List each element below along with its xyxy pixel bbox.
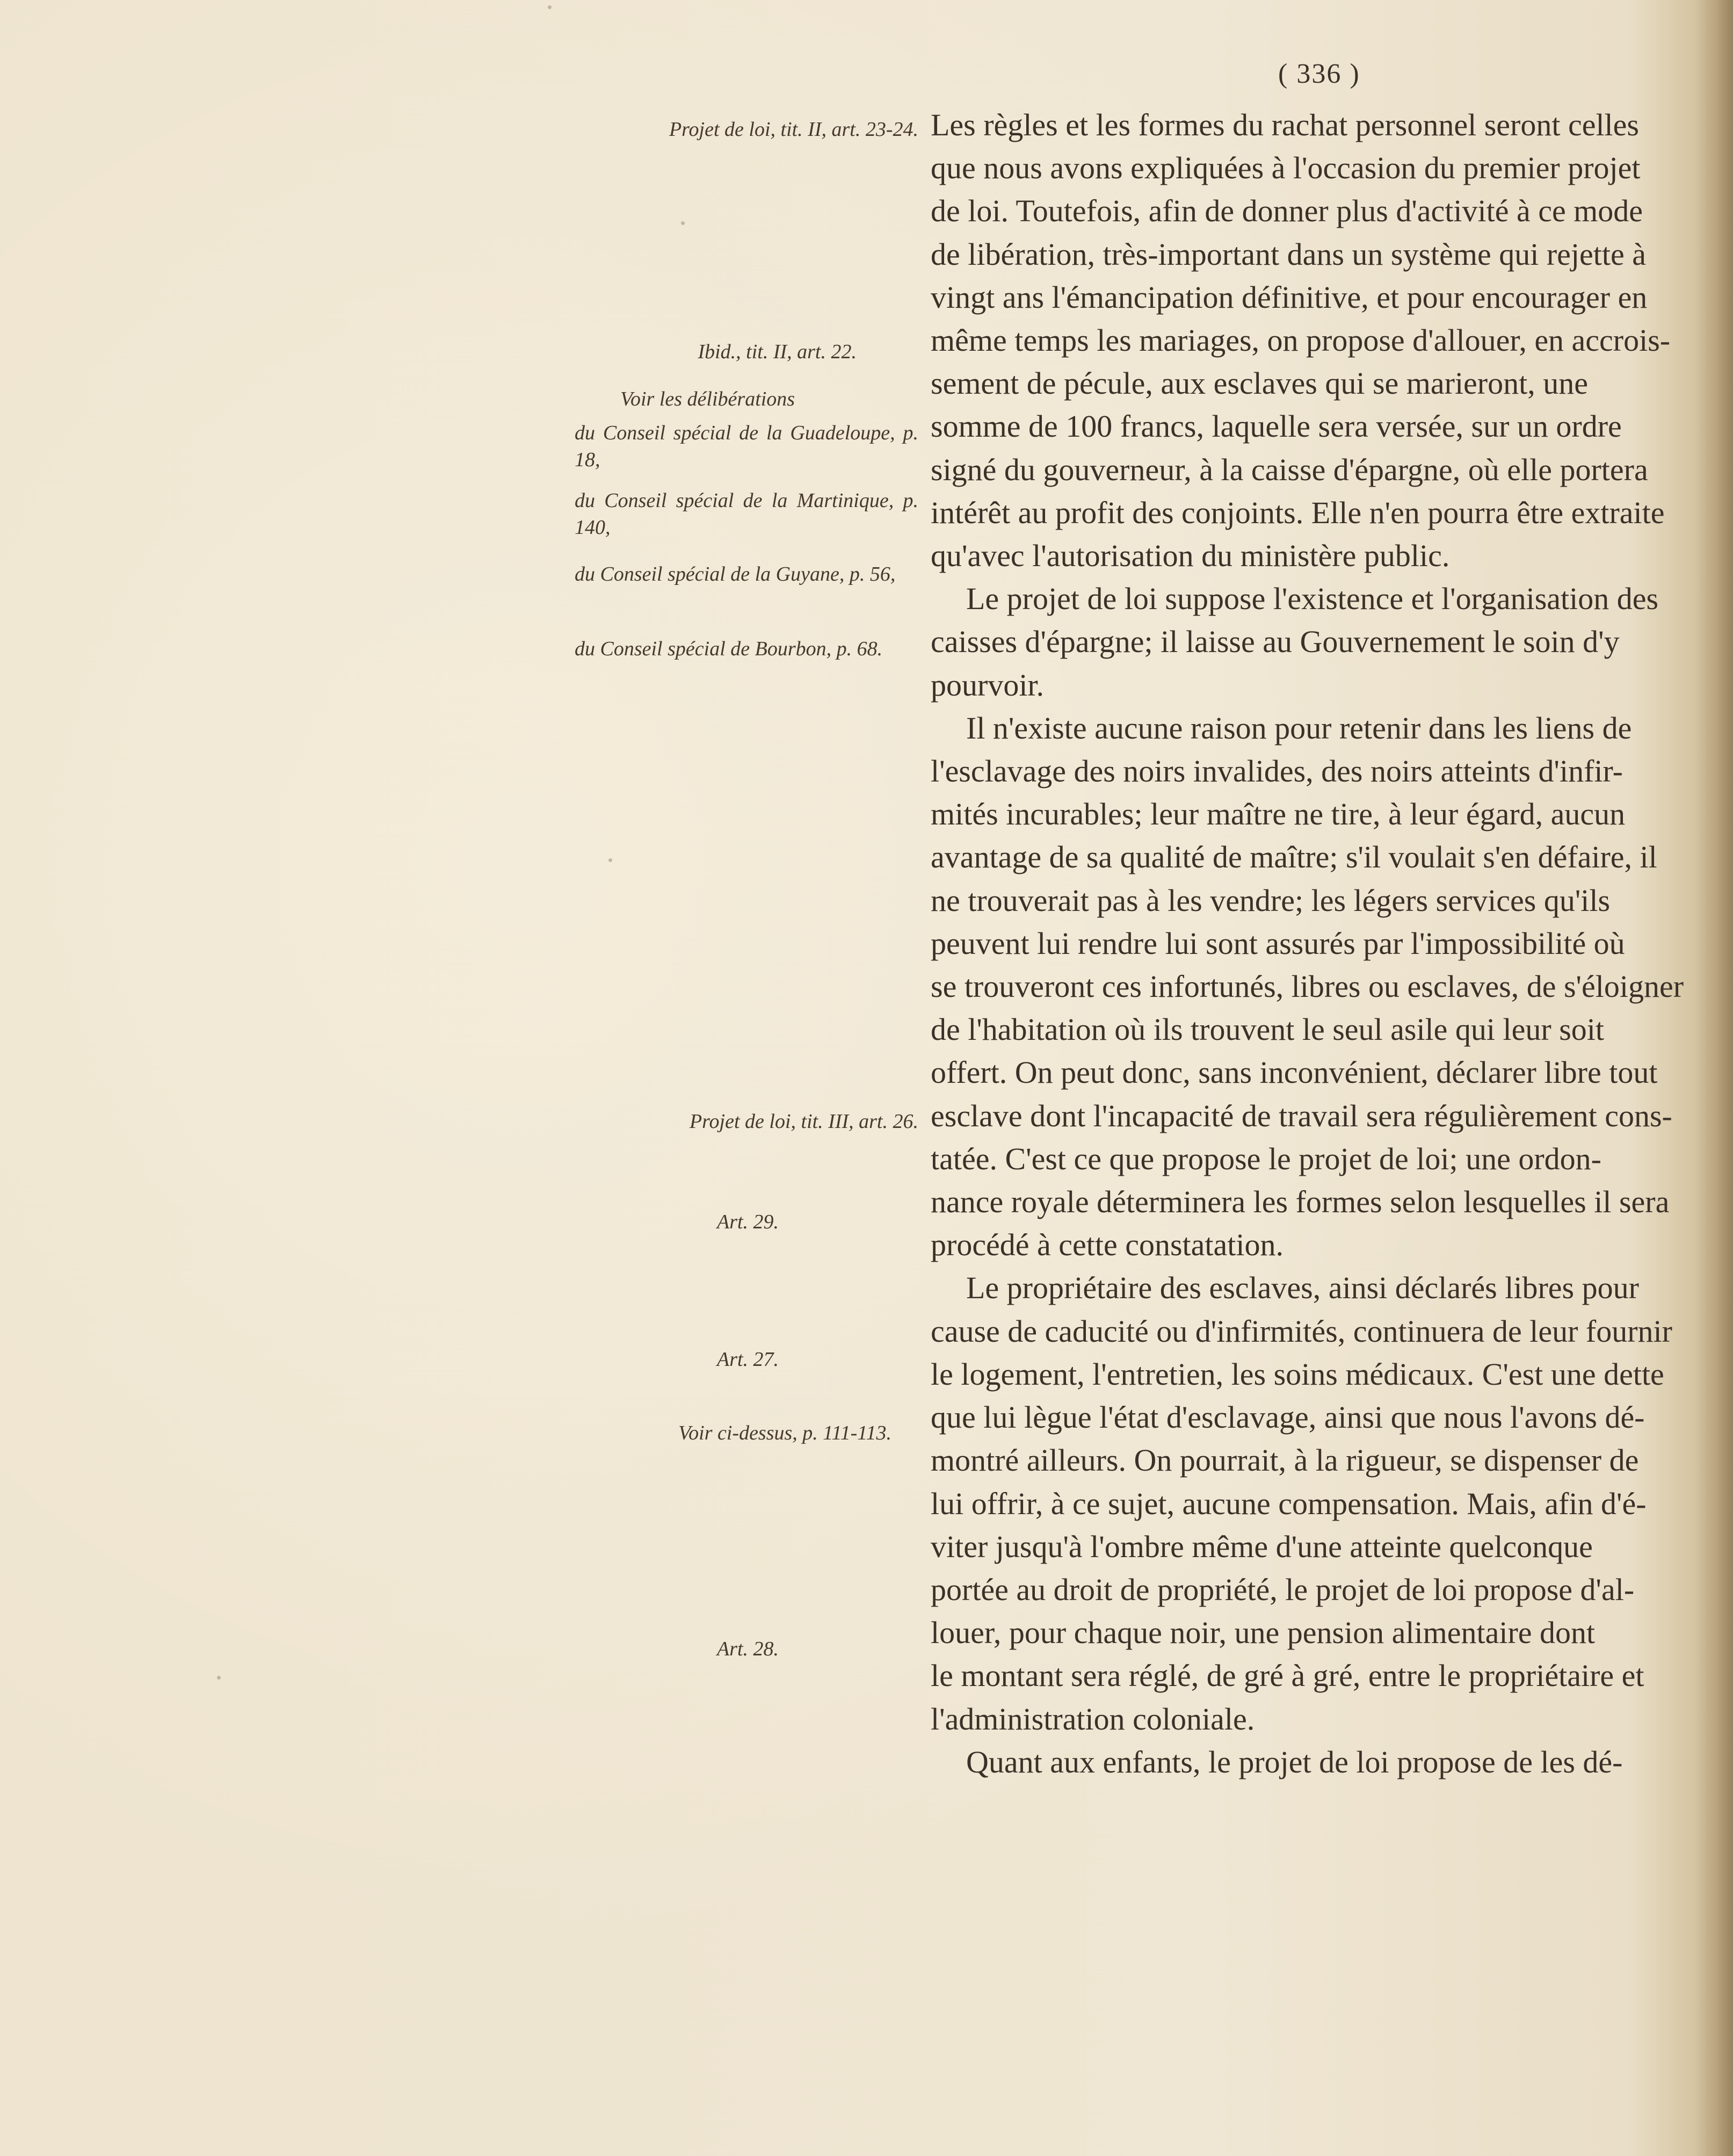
paragraph — [931, 1267, 1716, 1740]
margin-note: du Conseil spécial de la Guyane, p. 56, — [575, 563, 896, 585]
text-line: Les règles et les formes du rachat personnel seront celles — [931, 107, 1639, 142]
margin-note: Voir les délibérations — [620, 388, 795, 410]
text-line: le logement, l'entretien, les soins médicaux. C'est une dette — [931, 1356, 1664, 1392]
text-line: caisses d'épargne; il laisse au Gouvernement le soin d'y — [931, 624, 1620, 660]
text-line: procédé à cette constatation. — [931, 1227, 1284, 1263]
paper-speck — [217, 1676, 221, 1680]
paragraph — [931, 577, 1716, 707]
text-line: portée au droit de propriété, le projet de loi propose d'al- — [931, 1572, 1635, 1607]
text-line: que nous avons expliquées à l'occasion du premier projet — [931, 150, 1641, 186]
text-line: de libération, très-important dans un système qui rejette à — [931, 236, 1646, 272]
margin-note: Art. 27. — [717, 1348, 779, 1371]
text-line: l'administration coloniale. — [931, 1701, 1255, 1737]
text-line: Le propriétaire des esclaves, ainsi déclarés libres pour — [966, 1270, 1639, 1306]
text-line: ne trouverait pas à les vendre; les légers services qu'ils — [931, 882, 1611, 918]
text-line: de loi. Toutefois, afin de donner plus d'activité à ce mode — [931, 193, 1643, 229]
text-line: peuvent lui rendre lui sont assurés par l'impossibilité où — [931, 925, 1625, 961]
text-line: l'esclavage des noirs invalides, des noirs atteints d'infir- — [931, 754, 1623, 789]
margin-note: du Conseil spécial de Bourbon, p. 68. — [575, 638, 883, 660]
text-line: avantage de sa qualité de maître; s'il voulait s'en défaire, il — [931, 840, 1657, 875]
paper-speck — [548, 5, 552, 9]
paragraph — [931, 104, 1716, 577]
margin-note: Art. 29. — [717, 1211, 779, 1233]
text-line: cause de caducité ou d'infirmités, continuera de leur fournir — [931, 1313, 1672, 1349]
text-line: sement de pécule, aux esclaves qui se marieront, une — [931, 366, 1588, 401]
text-line: se trouveront ces infortunés, libres ou esclaves, de s'éloigner — [931, 969, 1684, 1004]
text-line: viter jusqu'à l'ombre même d'une atteinte quelconque — [931, 1529, 1593, 1564]
text-line: qu'avec l'autorisation du ministère public. — [931, 538, 1450, 574]
text-line: vingt ans l'émancipation définitive, et pour encourager en — [931, 279, 1648, 315]
text-line: pourvoir. — [931, 667, 1045, 703]
text-line: mités incurables; leur maître ne tire, à leur égard, aucun — [931, 797, 1626, 832]
margin-note: du Conseil spécial de la Guadeloupe, p. 18, — [575, 422, 918, 471]
paper-speck — [681, 221, 685, 225]
text-line: louer, pour chaque noir, une pension alimentaire dont — [931, 1615, 1596, 1651]
text-line: lui offrir, à ce sujet, aucune compensation. Mais, afin d'é- — [931, 1486, 1647, 1521]
body-text — [931, 104, 1716, 1784]
text-line: somme de 100 francs, laquelle sera versée, sur un ordre — [931, 409, 1622, 444]
page-number: ( 336 ) — [1278, 59, 1360, 89]
text-line: offert. On peut donc, sans inconvénient, déclarer libre tout — [931, 1055, 1658, 1090]
margin-note: Voir ci-dessus, p. 111-113. — [678, 1422, 891, 1444]
text-line: même temps les mariages, on propose d'allouer, en accrois- — [931, 323, 1671, 358]
text-line: que lui lègue l'état d'esclavage, ainsi que nous l'avons dé- — [931, 1400, 1645, 1435]
text-line: intérêt au profit des conjoints. Elle n'en pourra être extraite — [931, 495, 1665, 530]
text-line: nance royale déterminera les formes selon lesquelles il sera — [931, 1184, 1670, 1220]
text-line: signé du gouverneur, à la caisse d'épargne, où elle portera — [931, 452, 1648, 487]
text-line: tatée. C'est ce que propose le projet de loi; une ordon- — [931, 1141, 1601, 1176]
text-line: Quant aux enfants, le projet de loi propose de les dé- — [966, 1744, 1623, 1779]
text-line: le montant sera réglé, de gré à gré, entre le propriétaire et — [931, 1658, 1644, 1694]
text-line: esclave dont l'incapacité de travail sera régulièrement cons- — [931, 1098, 1672, 1133]
margin-note: du Conseil spécial de la Martinique, p. 140, — [575, 489, 918, 539]
text-line: Le projet de loi suppose l'existence et l'organisation des — [966, 581, 1659, 617]
text-line: Il n'existe aucune raison pour retenir dans les liens de — [966, 710, 1632, 746]
margin-note: Projet de loi, tit. III, art. 26. — [689, 1110, 918, 1133]
margin-note: Art. 28. — [717, 1638, 779, 1660]
paragraph — [931, 1741, 1716, 1784]
paragraph — [931, 707, 1716, 1267]
margin-note: Projet de loi, tit. II, art. 23-24. — [669, 118, 918, 141]
text-line: montré ailleurs. On pourrait, à la rigueur, se dispenser de — [931, 1443, 1639, 1478]
paper-speck — [608, 858, 612, 862]
margin-note: Ibid., tit. II, art. 22. — [698, 341, 857, 363]
text-line: de l'habitation où ils trouvent le seul asile qui leur soit — [931, 1012, 1604, 1047]
